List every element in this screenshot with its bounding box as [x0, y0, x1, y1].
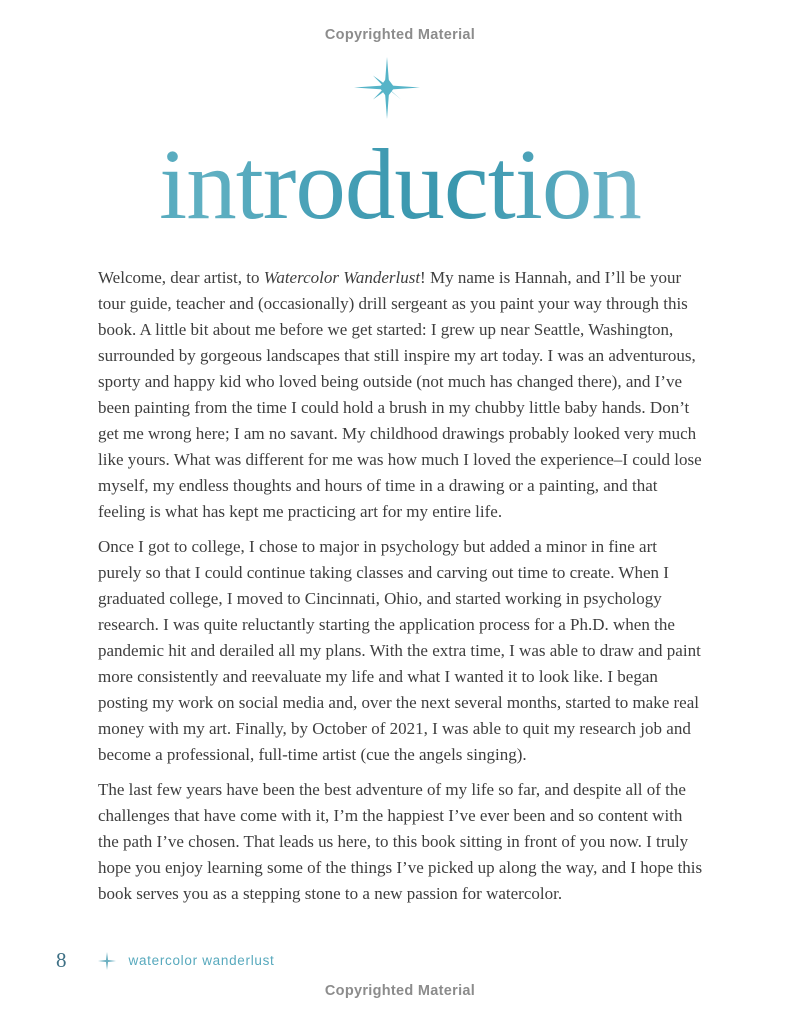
- body-text: [98, 265, 704, 916]
- copyright-notice-top: Copyrighted Material: [324, 27, 476, 43]
- plus-sparkle-icon: [98, 952, 116, 970]
- sparkle-star-icon: [0, 57, 800, 119]
- paragraph-2: Once I got to college, I chose to major in psychology but added a minor in fine art purely so that I could continue taking classes and carving out time to create. When I graduated college, I moved to Cincinnati, Ohio, and started working in psychology research. I was quite reluctantly starting the application process for a Ph.D. when the pandemic hit and derailed all my plans. With the extra time, I was able to draw and paint more consistently and reevaluate my life and what I wanted it to look like. I began posting my work on social media and, over the next several months, started to make real money with my art. Finally, by October of 2021, I was able to quit my research job and become a professional, full-time artist (cue the angels singing).: [98, 537, 701, 764]
- running-book-title: watercolor wanderlust: [128, 953, 275, 968]
- paragraph-1-text-before: Welcome, dear artist, to: [98, 268, 264, 287]
- page-number: 8: [56, 948, 67, 972]
- page-footer: [56, 950, 275, 971]
- paragraph-3: The last few years have been the best adventure of my life so far, and despite all of the challenges that have come with it, I’m the happiest I’ve ever been and so content with the path I’ve chosen. That leads us here, to this book sitting in front of you now. I truly hope you enjoy learning some of the things I’ve picked up along the way, and I hope this book serves you as a stepping stone to a new passion for watercolor.: [98, 780, 703, 903]
- copyright-notice-bottom: Copyrighted Material: [324, 983, 476, 999]
- chapter-title: introduction: [0, 134, 800, 235]
- paragraph-1-text-after: ! My name is Hannah, and I’ll be your tour guide, teacher and (occasionally) drill sergeant as you paint your way through this book. A little bit about me before we get started: I grew up near Seattle, Washington, surrounded by gorgeous landscapes that still inspire my art today. I was an adventurous, sporty and happy kid who loved being outside (not much has changed there), and I’ve been painting from the time I could hold a brush in my chubby little baby hands. Don’t get me wrong here; I am no savant. My childhood drawings probably looked very much like yours. What was different for me was how much I loved the experience–I could lose myself, my endless thoughts and hours of time in a drawing or a painting, and that feeling is what has kept me practicing art for my entire life.: [98, 268, 702, 521]
- book-title-italic: Watercolor Wanderlust: [263, 268, 421, 287]
- paragraph-1: [98, 265, 704, 525]
